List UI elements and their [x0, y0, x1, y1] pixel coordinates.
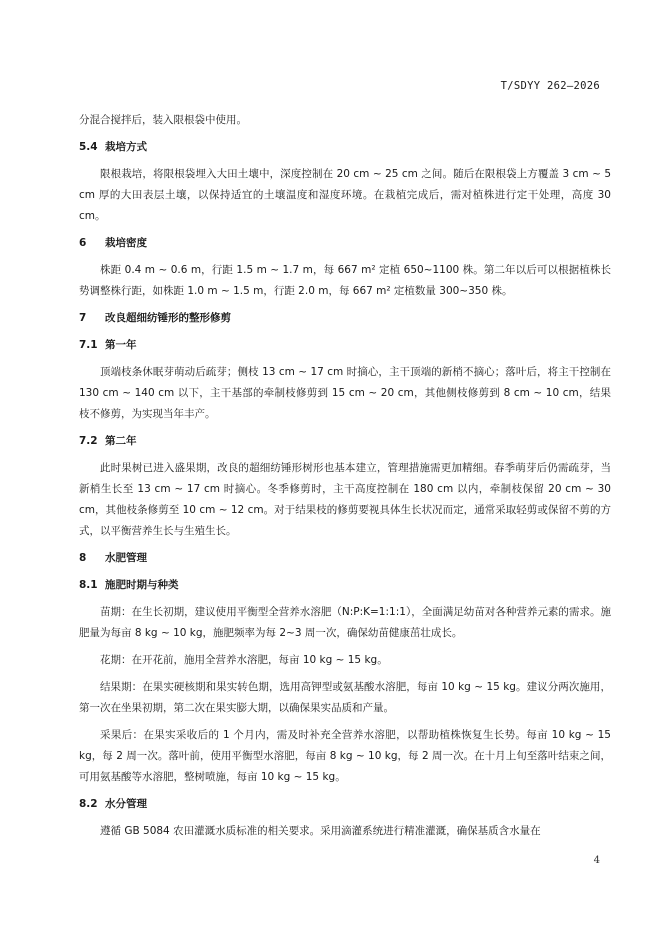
section-title: 水肥管理 [105, 552, 147, 564]
continued-paragraph: 分混合搅拌后，装入限根袋中使用。 [79, 114, 247, 126]
section-heading-6 [79, 233, 611, 254]
section-title: 第二年 [105, 435, 137, 447]
section-heading-8-1 [79, 575, 611, 596]
section-number: 8.1 [79, 579, 98, 591]
section-heading-8-2 [79, 794, 611, 815]
paragraph: 此时果树已进入盛果期，改良的超细纺锤形树形也基本建立，管理措施需更加精细。春季萌芽后仍需疏芽，当新梢生长至 13 cm ~ 17 cm 时摘心。冬季修剪时，主干高度控制在 180 cm 以内，牵制枝保留 20 cm ~ 30 cm，其他枝条修剪至 10 cm ~ 12 cm。对于结果枝的修剪要视具体生长状况而定，通常采取轻剪或保留不剪的方式，以平衡营养生长与生殖生长。 [79, 462, 611, 537]
paragraph: 顶端枝条休眠芽萌动后疏芽；侧枝 13 cm ~ 17 cm 时摘心，主干顶端的新梢不摘心；落叶后，将主干控制在 130 cm ~ 140 cm 以下，主干基部的牵制枝修剪到 15 cm ~ 20 cm，其他侧枝修剪到 8 cm ~ 10 cm，结果枝不修剪，为实现当年丰产。 [79, 366, 611, 420]
section-title: 栽培密度 [105, 237, 147, 249]
section-number: 7.1 [79, 339, 98, 351]
document-body [79, 110, 611, 842]
section-title: 改良超细纺锤形的整形修剪 [105, 312, 231, 324]
paragraph: 株距 0.4 m ~ 0.6 m，行距 1.5 m ~ 1.7 m，每 667 m² 定植 650~1100 株。第二年以后可以根据植株长势调整株行距，如株距 1.0 m ~ 1.5 m，行距 2.0 m，每 667 m² 定植数量 300~350 株。 [79, 264, 611, 297]
section-title: 第一年 [105, 339, 137, 351]
paragraph: 苗期：在生长初期，建议使用平衡型全营养水溶肥（N:P:K=1:1:1），全面满足幼苗对各种营养元素的需求。施肥量为每亩 8 kg ~ 10 kg，施肥频率为每 2~3 周一次，确保幼苗健康茁壮成长。 [79, 606, 611, 639]
section-number: 8.2 [79, 798, 98, 810]
section-heading-5-4 [79, 137, 611, 158]
section-title: 水分管理 [105, 798, 147, 810]
section-heading-7-2 [79, 431, 611, 452]
section-number: 5.4 [79, 141, 98, 153]
paragraph: 遵循 GB 5084 农田灌溉水质标准的相关要求。采用滴灌系统进行精准灌溉，确保基质含水量在 [100, 825, 541, 837]
paragraph: 结果期：在果实硬核期和果实转色期，选用高钾型或氨基酸水溶肥，每亩 10 kg ~ 15 kg。建议分两次施用，第一次在坐果初期，第二次在果实膨大期，以确保果实品质和产量。 [79, 681, 611, 714]
section-number: 7.2 [79, 435, 98, 447]
section-title: 施肥时期与种类 [105, 579, 179, 591]
section-title: 栽培方式 [105, 141, 147, 153]
section-heading-7 [79, 308, 611, 329]
section-heading-8 [79, 548, 611, 569]
paragraph: 采果后：在果实采收后的 1 个月内，需及时补充全营养水溶肥，以帮助植株恢复生长势。每亩 10 kg ~ 15 kg，每 2 周一次。落叶前，使用平衡型水溶肥，每亩 8 kg ~ 10 kg，每 2 周一次。在十月上旬至落叶结束之间，可用氨基酸等水溶肥，整树喷施，每亩 10 kg ~ 15 kg。 [79, 729, 611, 783]
document-code: T/SDYY 262—2026 [500, 80, 600, 92]
section-heading-7-1 [79, 335, 611, 356]
paragraph: 限根栽培，将限根袋埋入大田土壤中，深度控制在 20 cm ~ 25 cm 之间。随后在限根袋上方覆盖 3 cm ~ 5 cm 厚的大田表层土壤，以保持适宜的土壤温度和湿度环境。在栽植完成后，需对植株进行定干处理，高度 30 cm。 [79, 168, 611, 222]
section-number: 6 [79, 237, 87, 249]
section-number: 8 [79, 552, 87, 564]
paragraph: 花期：在开花前，施用全营养水溶肥，每亩 10 kg ~ 15 kg。 [100, 654, 388, 666]
section-number: 7 [79, 312, 87, 324]
page-number: 4 [593, 855, 600, 866]
